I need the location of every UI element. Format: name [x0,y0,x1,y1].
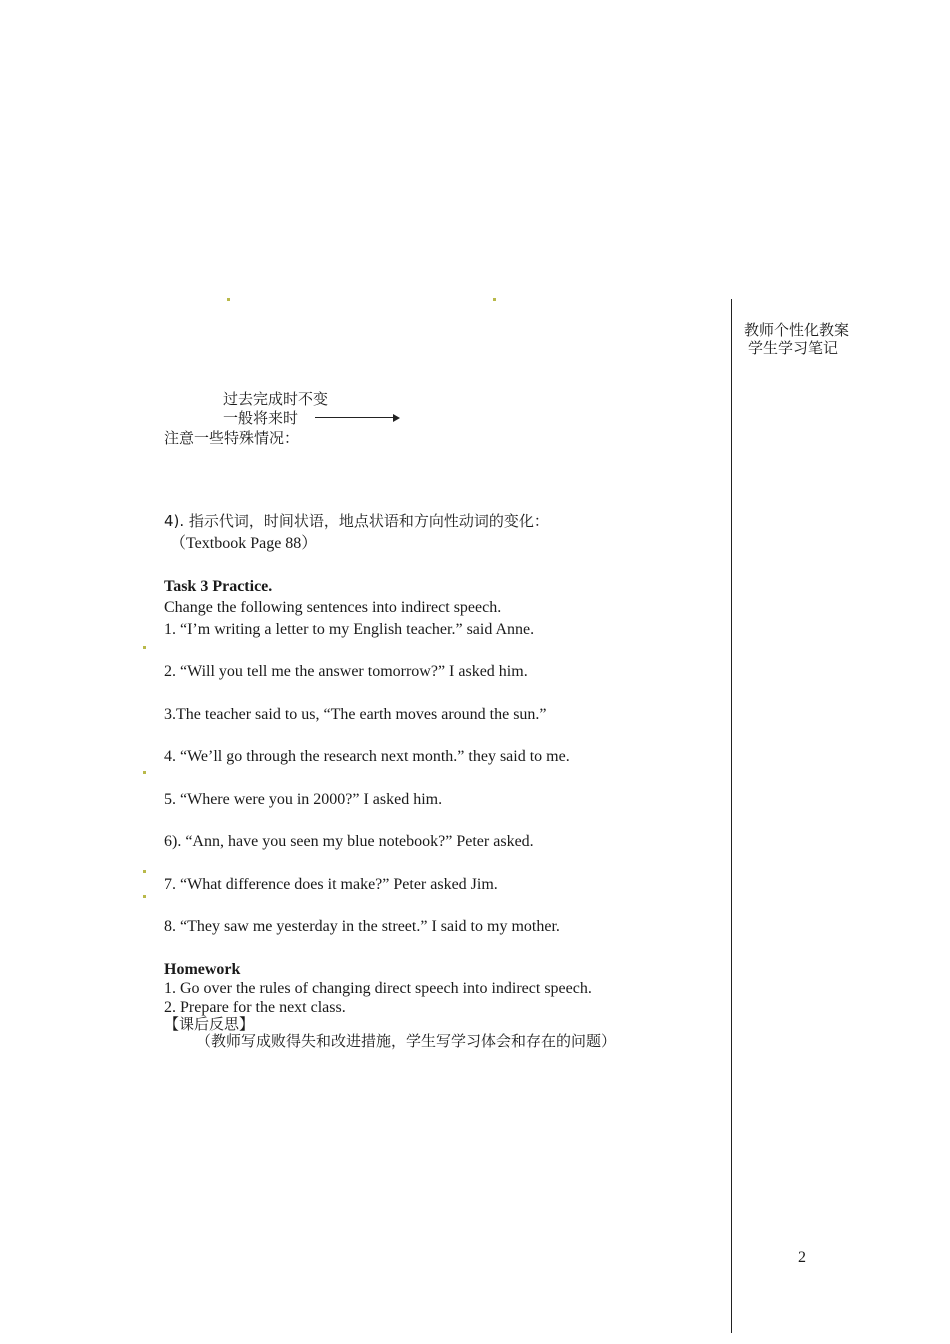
homework-item: 2. Prepare for the next class. [164,999,346,1016]
page-number: 2 [798,1249,806,1266]
special-cases-note: 注意一些特殊情况： [164,429,300,447]
sidebar-teacher-plan-label: 教师个性化教案 [744,321,850,339]
reflection-note: （教师写成败得失和改进措施，学生写学习体会和存在的问题） [196,1032,617,1050]
decorative-dot [143,895,146,898]
tense-note-simple-future: 一般将来时 [223,409,299,427]
reflection-title: 【课后反思】 [164,1015,255,1033]
section4-heading: 4). 指示代词，时间状语，地点状语和方向性动词的变化： [164,512,549,530]
practice-item: 7. “What difference does it make?” Peter asked Jim. [164,876,498,893]
arrow-right-icon [315,417,395,418]
section4-reference: （Textbook Page 88） [170,535,318,552]
sidebar-divider [731,299,732,1333]
practice-item: 3.The teacher said to us, “The earth moves around the sun.” [164,706,547,723]
homework-title: Homework [164,961,241,978]
decorative-dot [493,298,496,301]
decorative-dot [143,646,146,649]
practice-item: 2. “Will you tell me the answer tomorrow?” I asked him. [164,663,528,680]
decorative-dot [143,771,146,774]
arrow-head-icon [393,414,400,422]
practice-item: 4. “We’ll go through the research next month.” they said to me. [164,748,570,765]
task3-instruction: Change the following sentences into indirect speech. [164,599,502,616]
practice-item: 8. “They saw me yesterday in the street.” I said to my mother. [164,918,560,935]
practice-item: 5. “Where were you in 2000?” I asked him. [164,791,443,808]
practice-item: 6). “Ann, have you seen my blue notebook?” Peter asked. [164,833,534,850]
tense-note-past-perfect: 过去完成时不变 [223,390,329,408]
practice-item: 1. “I’m writing a letter to my English teacher.” said Anne. [164,621,535,638]
decorative-dot [143,870,146,873]
task3-title: Task 3 Practice. [164,578,273,595]
sidebar-student-notes-label: 学生学习笔记 [748,339,839,357]
decorative-dot [227,298,230,301]
homework-item: 1. Go over the rules of changing direct speech into indirect speech. [164,980,592,997]
